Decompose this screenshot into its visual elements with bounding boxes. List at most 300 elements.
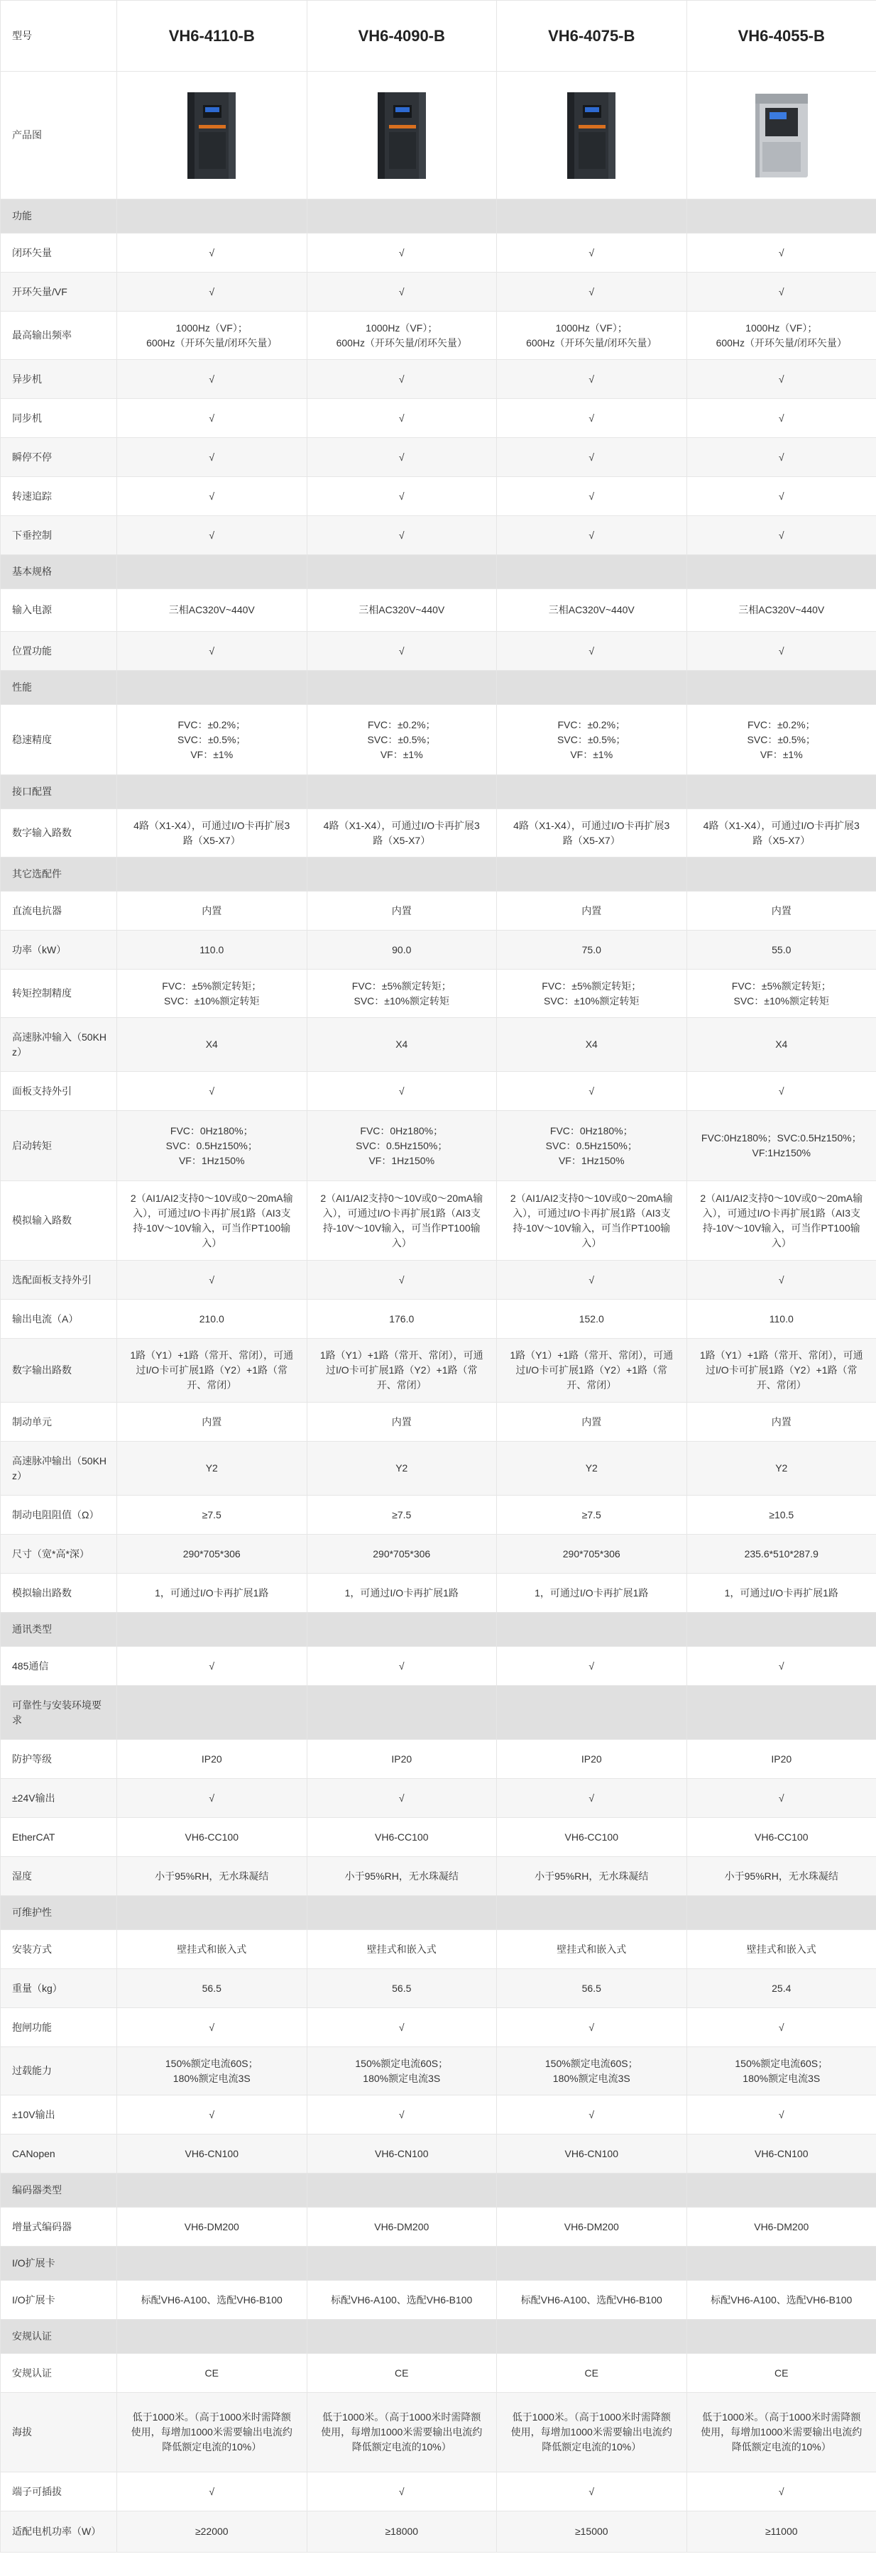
spec-value: 壁挂式和嵌入式 bbox=[117, 1930, 307, 1969]
spec-value: FVC：±5%额定转矩； SVC：±10%额定转矩 bbox=[686, 970, 876, 1018]
spec-value: 低于1000米。（高于1000米时需降额使用，每增加1000米需要输出电流约降低额定电流的10%） bbox=[117, 2393, 307, 2472]
section-filler-cell bbox=[117, 2320, 307, 2354]
spec-value: √ bbox=[307, 360, 497, 399]
spec-value: √ bbox=[117, 1779, 307, 1818]
spec-value: √ bbox=[686, 632, 876, 671]
spec-value: 三相AC320V~440V bbox=[497, 589, 687, 632]
spec-label: 启动转矩 bbox=[1, 1111, 117, 1181]
spec-value: 1路（Y1）+1路（常开、常闭），可通过I/O卡可扩展1路（Y2）+1路（常开、常闭） bbox=[686, 1339, 876, 1403]
spec-row bbox=[1, 438, 876, 477]
section-filler-cell bbox=[117, 199, 307, 234]
spec-value: ≥10.5 bbox=[686, 1496, 876, 1535]
spec-label: 抱闸功能 bbox=[1, 2008, 117, 2047]
spec-value: 4路（X1-X4），可通过I/O卡再扩展3路（X5-X7） bbox=[497, 809, 687, 857]
spec-row bbox=[1, 1779, 876, 1818]
spec-value: Y2 bbox=[686, 1442, 876, 1496]
spec-value: √ bbox=[497, 2095, 687, 2134]
header-row bbox=[1, 1, 876, 72]
spec-value: 290*705*306 bbox=[497, 1535, 687, 1574]
section-filler-cell bbox=[686, 1613, 876, 1647]
section-filler-cell bbox=[686, 2247, 876, 2281]
spec-value: FVC：±5%额定转矩； SVC：±10%额定转矩 bbox=[117, 970, 307, 1018]
spec-value: 1路（Y1）+1路（常开、常闭），可通过I/O卡可扩展1路（Y2）+1路（常开、常闭） bbox=[117, 1339, 307, 1403]
section-filler-cell bbox=[686, 1896, 876, 1930]
spec-value: X4 bbox=[686, 1018, 876, 1072]
section-filler-cell bbox=[307, 1896, 497, 1930]
spec-value: √ bbox=[686, 516, 876, 555]
spec-value: √ bbox=[497, 438, 687, 477]
model-name: VH6-4110-B bbox=[117, 1, 307, 72]
product-image bbox=[183, 89, 240, 182]
spec-value: 标配VH6-A100、选配VH6-B100 bbox=[117, 2281, 307, 2320]
spec-label: 选配面板支持外引 bbox=[1, 1261, 117, 1300]
spec-label: 最高输出频率 bbox=[1, 312, 117, 360]
spec-row bbox=[1, 1339, 876, 1403]
section-filler-cell bbox=[497, 555, 687, 589]
section-header-row bbox=[1, 1613, 876, 1647]
spec-row bbox=[1, 1818, 876, 1857]
spec-value: 2（AI1/AI2支持0～10V或0～20mA输入），可通过I/O卡再扩展1路（AI3支持-10V～10V输入，可当作PT100输入） bbox=[686, 1181, 876, 1261]
spec-value: 1000Hz（VF）； 600Hz（开环矢量/闭环矢量） bbox=[117, 312, 307, 360]
spec-value: 56.5 bbox=[497, 1969, 687, 2008]
section-filler-cell bbox=[686, 199, 876, 234]
spec-value: 内置 bbox=[117, 1403, 307, 1442]
spec-value: 290*705*306 bbox=[307, 1535, 497, 1574]
spec-row bbox=[1, 589, 876, 632]
spec-row bbox=[1, 273, 876, 312]
spec-row bbox=[1, 2354, 876, 2393]
spec-value: √ bbox=[117, 2472, 307, 2511]
spec-row bbox=[1, 1857, 876, 1896]
spec-row bbox=[1, 2008, 876, 2047]
spec-row bbox=[1, 1740, 876, 1779]
spec-value: √ bbox=[117, 1261, 307, 1300]
spec-value: √ bbox=[497, 632, 687, 671]
spec-value: VH6-CC100 bbox=[307, 1818, 497, 1857]
section-filler-cell bbox=[497, 775, 687, 809]
spec-value: 150%额定电流60S； 180%额定电流3S bbox=[686, 2047, 876, 2095]
spec-label: 高速脉冲输入（50KHz） bbox=[1, 1018, 117, 1072]
spec-value: √ bbox=[497, 234, 687, 273]
spec-row bbox=[1, 1111, 876, 1181]
spec-value: √ bbox=[117, 516, 307, 555]
section-filler-cell bbox=[497, 1613, 687, 1647]
spec-row bbox=[1, 931, 876, 970]
spec-label: 湿度 bbox=[1, 1857, 117, 1896]
spec-row bbox=[1, 705, 876, 775]
spec-value: 壁挂式和嵌入式 bbox=[307, 1930, 497, 1969]
section-filler-cell bbox=[307, 199, 497, 234]
section-title: 其它选配件 bbox=[1, 857, 117, 892]
spec-value: √ bbox=[117, 632, 307, 671]
spec-value: 1000Hz（VF）； 600Hz（开环矢量/闭环矢量） bbox=[686, 312, 876, 360]
header-label: 型号 bbox=[1, 1, 117, 72]
spec-label: 同步机 bbox=[1, 399, 117, 438]
spec-value: 三相AC320V~440V bbox=[307, 589, 497, 632]
spec-value: √ bbox=[686, 1072, 876, 1111]
section-filler-cell bbox=[686, 775, 876, 809]
spec-value: 176.0 bbox=[307, 1300, 497, 1339]
spec-value: √ bbox=[117, 2095, 307, 2134]
spec-value: FVC：0Hz180%； SVC：0.5Hz150%； VF：1Hz150% bbox=[497, 1111, 687, 1181]
section-filler-cell bbox=[117, 2174, 307, 2208]
spec-value: 三相AC320V~440V bbox=[686, 589, 876, 632]
spec-value: 75.0 bbox=[497, 931, 687, 970]
spec-value: VH6-DM200 bbox=[307, 2208, 497, 2247]
spec-value: √ bbox=[307, 477, 497, 516]
spec-label: 制动电阻阻值（Ω） bbox=[1, 1496, 117, 1535]
spec-value: 1，可通过I/O卡再扩展1路 bbox=[307, 1574, 497, 1613]
spec-value: 壁挂式和嵌入式 bbox=[497, 1930, 687, 1969]
spec-value: X4 bbox=[497, 1018, 687, 1072]
spec-value: √ bbox=[117, 1072, 307, 1111]
spec-value: CE bbox=[307, 2354, 497, 2393]
spec-value: √ bbox=[117, 360, 307, 399]
spec-label: ±10V输出 bbox=[1, 2095, 117, 2134]
spec-label: 重量（kg） bbox=[1, 1969, 117, 2008]
spec-value: 小于95%RH，无水珠凝结 bbox=[686, 1857, 876, 1896]
spec-value: 2（AI1/AI2支持0～10V或0～20mA输入），可通过I/O卡再扩展1路（AI3支持-10V～10V输入，可当作PT100输入） bbox=[497, 1181, 687, 1261]
spec-value: IP20 bbox=[307, 1740, 497, 1779]
spec-value: 110.0 bbox=[117, 931, 307, 970]
spec-label: CANopen bbox=[1, 2134, 117, 2174]
spec-value: 内置 bbox=[686, 1403, 876, 1442]
spec-value: √ bbox=[686, 2008, 876, 2047]
spec-label: 转速追踪 bbox=[1, 477, 117, 516]
spec-row bbox=[1, 516, 876, 555]
spec-value: CE bbox=[497, 2354, 687, 2393]
spec-value: 1000Hz（VF）； 600Hz（开环矢量/闭环矢量） bbox=[307, 312, 497, 360]
spec-value: √ bbox=[497, 399, 687, 438]
spec-value: ≥18000 bbox=[307, 2511, 497, 2553]
spec-value: 低于1000米。（高于1000米时需降额使用，每增加1000米需要输出电流约降低额定电流的10%） bbox=[686, 2393, 876, 2472]
spec-value: 4路（X1-X4），可通过I/O卡再扩展3路（X5-X7） bbox=[117, 809, 307, 857]
section-filler-cell bbox=[686, 2174, 876, 2208]
section-title: 接口配置 bbox=[1, 775, 117, 809]
product-image bbox=[750, 89, 814, 182]
spec-value: √ bbox=[307, 632, 497, 671]
spec-label: 数字输入路数 bbox=[1, 809, 117, 857]
spec-row bbox=[1, 809, 876, 857]
spec-label: 制动单元 bbox=[1, 1403, 117, 1442]
spec-value: √ bbox=[307, 273, 497, 312]
spec-value: Y2 bbox=[497, 1442, 687, 1496]
spec-row bbox=[1, 970, 876, 1018]
spec-value: 1路（Y1）+1路（常开、常闭），可通过I/O卡可扩展1路（Y2）+1路（常开、常闭） bbox=[307, 1339, 497, 1403]
spec-row bbox=[1, 632, 876, 671]
section-filler-cell bbox=[497, 671, 687, 705]
spec-value: FVC：±0.2%； SVC：±0.5%； VF：±1% bbox=[307, 705, 497, 775]
spec-row bbox=[1, 2095, 876, 2134]
spec-value: √ bbox=[307, 399, 497, 438]
spec-value: 4路（X1-X4），可通过I/O卡再扩展3路（X5-X7） bbox=[686, 809, 876, 857]
spec-row bbox=[1, 892, 876, 931]
spec-value: √ bbox=[686, 360, 876, 399]
section-filler-cell bbox=[117, 1686, 307, 1740]
spec-value: X4 bbox=[307, 1018, 497, 1072]
section-title: 基本规格 bbox=[1, 555, 117, 589]
spec-value: √ bbox=[686, 1261, 876, 1300]
spec-value: 小于95%RH，无水珠凝结 bbox=[307, 1857, 497, 1896]
spec-value: 1，可通过I/O卡再扩展1路 bbox=[117, 1574, 307, 1613]
spec-value: 290*705*306 bbox=[117, 1535, 307, 1574]
spec-label: 海拔 bbox=[1, 2393, 117, 2472]
spec-value: √ bbox=[686, 2095, 876, 2134]
section-filler-cell bbox=[497, 2174, 687, 2208]
spec-value: 1路（Y1）+1路（常开、常闭），可通过I/O卡可扩展1路（Y2）+1路（常开、常闭） bbox=[497, 1339, 687, 1403]
spec-value: 90.0 bbox=[307, 931, 497, 970]
product-image-cell bbox=[686, 72, 876, 199]
spec-label: I/O扩展卡 bbox=[1, 2281, 117, 2320]
spec-label: 模拟输入路数 bbox=[1, 1181, 117, 1261]
spec-value: √ bbox=[307, 1647, 497, 1686]
spec-value: Y2 bbox=[307, 1442, 497, 1496]
spec-row bbox=[1, 2472, 876, 2511]
spec-value: √ bbox=[307, 1779, 497, 1818]
section-filler-cell bbox=[117, 857, 307, 892]
product-image bbox=[373, 89, 430, 182]
spec-row bbox=[1, 1300, 876, 1339]
spec-value: 内置 bbox=[307, 1403, 497, 1442]
section-filler-cell bbox=[497, 857, 687, 892]
model-name: VH6-4055-B bbox=[686, 1, 876, 72]
spec-value: √ bbox=[117, 438, 307, 477]
section-filler-cell bbox=[117, 775, 307, 809]
spec-row bbox=[1, 2393, 876, 2472]
spec-row bbox=[1, 1496, 876, 1535]
spec-label: 模拟输出路数 bbox=[1, 1574, 117, 1613]
spec-value: 55.0 bbox=[686, 931, 876, 970]
spec-value: FVC:0Hz180%；SVC:0.5Hz150%；VF:1Hz150% bbox=[686, 1111, 876, 1181]
spec-value: 152.0 bbox=[497, 1300, 687, 1339]
section-header-row bbox=[1, 857, 876, 892]
spec-label: 稳速精度 bbox=[1, 705, 117, 775]
spec-label: 功率（kW） bbox=[1, 931, 117, 970]
spec-value: 内置 bbox=[497, 1403, 687, 1442]
spec-value: √ bbox=[686, 1779, 876, 1818]
spec-value: IP20 bbox=[497, 1740, 687, 1779]
spec-value: FVC：±0.2%； SVC：±0.5%； VF：±1% bbox=[686, 705, 876, 775]
spec-value: VH6-CN100 bbox=[117, 2134, 307, 2174]
spec-value: √ bbox=[307, 234, 497, 273]
spec-value: √ bbox=[307, 2472, 497, 2511]
spec-value: √ bbox=[117, 399, 307, 438]
section-filler-cell bbox=[307, 671, 497, 705]
spec-label: 下垂控制 bbox=[1, 516, 117, 555]
spec-value: √ bbox=[686, 1647, 876, 1686]
spec-label: 安规认证 bbox=[1, 2354, 117, 2393]
spec-value: √ bbox=[117, 1647, 307, 1686]
spec-value: √ bbox=[307, 438, 497, 477]
section-filler-cell bbox=[307, 857, 497, 892]
spec-value: VH6-CN100 bbox=[686, 2134, 876, 2174]
section-filler-cell bbox=[497, 1896, 687, 1930]
spec-value: ≥7.5 bbox=[497, 1496, 687, 1535]
spec-label: 安装方式 bbox=[1, 1930, 117, 1969]
spec-value: ≥22000 bbox=[117, 2511, 307, 2553]
spec-label: 瞬停不停 bbox=[1, 438, 117, 477]
spec-value: 内置 bbox=[497, 892, 687, 931]
section-filler-cell bbox=[117, 1896, 307, 1930]
spec-value: 150%额定电流60S； 180%额定电流3S bbox=[307, 2047, 497, 2095]
spec-row bbox=[1, 1018, 876, 1072]
image-row-label: 产品图 bbox=[1, 72, 117, 199]
section-filler-cell bbox=[307, 2320, 497, 2354]
spec-label: 位置功能 bbox=[1, 632, 117, 671]
spec-value: 内置 bbox=[117, 892, 307, 931]
section-title: 通讯类型 bbox=[1, 1613, 117, 1647]
spec-label: 高速脉冲输出（50KHz） bbox=[1, 1442, 117, 1496]
section-filler-cell bbox=[307, 1613, 497, 1647]
section-header-row bbox=[1, 2247, 876, 2281]
product-image-cell bbox=[117, 72, 307, 199]
section-filler-cell bbox=[307, 2174, 497, 2208]
spec-row bbox=[1, 312, 876, 360]
spec-value: 小于95%RH，无水珠凝结 bbox=[117, 1857, 307, 1896]
spec-label: 面板支持外引 bbox=[1, 1072, 117, 1111]
spec-label: 适配电机功率（W） bbox=[1, 2511, 117, 2553]
spec-value: √ bbox=[497, 2472, 687, 2511]
spec-label: 输入电源 bbox=[1, 589, 117, 632]
spec-value: 低于1000米。（高于1000米时需降额使用，每增加1000米需要输出电流约降低额定电流的10%） bbox=[497, 2393, 687, 2472]
spec-value: √ bbox=[497, 1261, 687, 1300]
spec-value: 2（AI1/AI2支持0～10V或0～20mA输入），可通过I/O卡再扩展1路（AI3支持-10V～10V输入，可当作PT100输入） bbox=[307, 1181, 497, 1261]
section-filler-cell bbox=[117, 2247, 307, 2281]
spec-value: 小于95%RH，无水珠凝结 bbox=[497, 1857, 687, 1896]
spec-value: 内置 bbox=[307, 892, 497, 931]
product-image bbox=[563, 89, 620, 182]
spec-row bbox=[1, 1930, 876, 1969]
product-image-cell bbox=[497, 72, 687, 199]
spec-row bbox=[1, 399, 876, 438]
section-filler-cell bbox=[307, 1686, 497, 1740]
spec-value: √ bbox=[117, 477, 307, 516]
spec-value: √ bbox=[686, 399, 876, 438]
model-name: VH6-4075-B bbox=[497, 1, 687, 72]
spec-label: 直流电抗器 bbox=[1, 892, 117, 931]
spec-value: CE bbox=[117, 2354, 307, 2393]
spec-value: √ bbox=[307, 516, 497, 555]
spec-label: 485通信 bbox=[1, 1647, 117, 1686]
spec-value: VH6-CC100 bbox=[497, 1818, 687, 1857]
section-header-row bbox=[1, 2320, 876, 2354]
section-header-row bbox=[1, 1896, 876, 1930]
spec-row bbox=[1, 1072, 876, 1111]
spec-value: √ bbox=[686, 273, 876, 312]
product-image-row bbox=[1, 72, 876, 199]
spec-value: 标配VH6-A100、选配VH6-B100 bbox=[497, 2281, 687, 2320]
spec-value: FVC：0Hz180%； SVC：0.5Hz150%； VF：1Hz150% bbox=[307, 1111, 497, 1181]
spec-value: Y2 bbox=[117, 1442, 307, 1496]
spec-value: √ bbox=[497, 1072, 687, 1111]
section-filler-cell bbox=[686, 555, 876, 589]
section-filler-cell bbox=[497, 2320, 687, 2354]
section-title: 性能 bbox=[1, 671, 117, 705]
section-title: I/O扩展卡 bbox=[1, 2247, 117, 2281]
section-filler-cell bbox=[307, 555, 497, 589]
spec-value: √ bbox=[117, 273, 307, 312]
section-filler-cell bbox=[686, 1686, 876, 1740]
spec-value: √ bbox=[307, 2095, 497, 2134]
spec-row bbox=[1, 1403, 876, 1442]
spec-value: VH6-DM200 bbox=[686, 2208, 876, 2247]
spec-value: 150%额定电流60S； 180%额定电流3S bbox=[497, 2047, 687, 2095]
spec-value: CE bbox=[686, 2354, 876, 2393]
section-header-row bbox=[1, 2174, 876, 2208]
spec-row bbox=[1, 2281, 876, 2320]
spec-value: √ bbox=[497, 360, 687, 399]
spec-row bbox=[1, 1647, 876, 1686]
spec-value: √ bbox=[497, 1779, 687, 1818]
spec-value: 110.0 bbox=[686, 1300, 876, 1339]
spec-value: 2（AI1/AI2支持0～10V或0～20mA输入），可通过I/O卡再扩展1路（AI3支持-10V～10V输入，可当作PT100输入） bbox=[117, 1181, 307, 1261]
spec-value: ≥7.5 bbox=[117, 1496, 307, 1535]
spec-value: FVC：±0.2%； SVC：±0.5%； VF：±1% bbox=[497, 705, 687, 775]
spec-value: 235.6*510*287.9 bbox=[686, 1535, 876, 1574]
spec-row bbox=[1, 2208, 876, 2247]
spec-label: 开环矢量/VF bbox=[1, 273, 117, 312]
spec-value: √ bbox=[307, 1072, 497, 1111]
section-header-row bbox=[1, 671, 876, 705]
section-filler-cell bbox=[686, 2320, 876, 2354]
spec-value: √ bbox=[117, 234, 307, 273]
spec-value: 内置 bbox=[686, 892, 876, 931]
spec-value: ≥7.5 bbox=[307, 1496, 497, 1535]
spec-value: VH6-CN100 bbox=[307, 2134, 497, 2174]
spec-row bbox=[1, 234, 876, 273]
section-title: 安规认证 bbox=[1, 2320, 117, 2354]
spec-row bbox=[1, 1535, 876, 1574]
spec-row bbox=[1, 1181, 876, 1261]
spec-label: 闭环矢量 bbox=[1, 234, 117, 273]
spec-value: √ bbox=[117, 2008, 307, 2047]
spec-value: 56.5 bbox=[307, 1969, 497, 2008]
spec-value: FVC：±0.2%； SVC：±0.5%； VF：±1% bbox=[117, 705, 307, 775]
spec-label: 端子可插拔 bbox=[1, 2472, 117, 2511]
spec-value: 1000Hz（VF）； 600Hz（开环矢量/闭环矢量） bbox=[497, 312, 687, 360]
section-filler-cell bbox=[307, 2247, 497, 2281]
spec-label: ±24V输出 bbox=[1, 1779, 117, 1818]
spec-value: VH6-CN100 bbox=[497, 2134, 687, 2174]
spec-value: IP20 bbox=[117, 1740, 307, 1779]
spec-value: FVC：±5%额定转矩； SVC：±10%额定转矩 bbox=[497, 970, 687, 1018]
spec-label: 增量式编码器 bbox=[1, 2208, 117, 2247]
spec-value: FVC：±5%额定转矩； SVC：±10%额定转矩 bbox=[307, 970, 497, 1018]
section-title: 可靠性与安装环境要求 bbox=[1, 1686, 117, 1740]
spec-value: 4路（X1-X4），可通过I/O卡再扩展3路（X5-X7） bbox=[307, 809, 497, 857]
section-filler-cell bbox=[117, 555, 307, 589]
spec-value: √ bbox=[497, 273, 687, 312]
spec-label: 尺寸（宽*高*深） bbox=[1, 1535, 117, 1574]
spec-value: VH6-CC100 bbox=[117, 1818, 307, 1857]
section-filler-cell bbox=[686, 857, 876, 892]
spec-label: 防护等级 bbox=[1, 1740, 117, 1779]
spec-label: 输出电流（A） bbox=[1, 1300, 117, 1339]
spec-value: 210.0 bbox=[117, 1300, 307, 1339]
spec-value: 低于1000米。（高于1000米时需降额使用，每增加1000米需要输出电流约降低额定电流的10%） bbox=[307, 2393, 497, 2472]
spec-value: √ bbox=[686, 234, 876, 273]
spec-value: VH6-DM200 bbox=[497, 2208, 687, 2247]
spec-value: FVC：0Hz180%； SVC：0.5Hz150%； VF：1Hz150% bbox=[117, 1111, 307, 1181]
section-title: 可维护性 bbox=[1, 1896, 117, 1930]
spec-row bbox=[1, 1261, 876, 1300]
spec-row bbox=[1, 360, 876, 399]
section-filler-cell bbox=[686, 671, 876, 705]
section-header-row bbox=[1, 1686, 876, 1740]
section-header-row bbox=[1, 199, 876, 234]
spec-value: 1，可通过I/O卡再扩展1路 bbox=[497, 1574, 687, 1613]
section-filler-cell bbox=[497, 1686, 687, 1740]
